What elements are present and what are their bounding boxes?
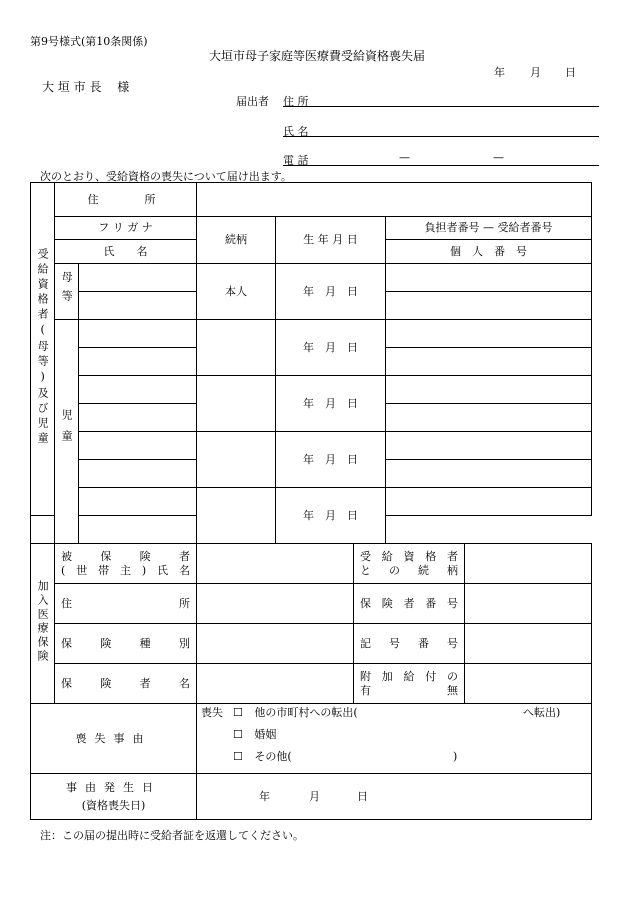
child2-furigana-field[interactable]	[79, 376, 197, 404]
intro-text: 次のとおり、受給資格の喪失について届け出ます。	[40, 170, 292, 183]
name-label: 氏 名	[55, 240, 197, 264]
insured-name-label-line2: (世帯主)氏名	[61, 563, 190, 577]
child4-name-field[interactable]	[31, 516, 55, 544]
option-marriage-label: 婚姻	[254, 728, 277, 741]
mother-burden-number-field[interactable]	[386, 264, 592, 292]
child3-burden-number-field[interactable]	[386, 432, 592, 460]
relation-to-recipient-field[interactable]	[465, 544, 592, 584]
insured-name-label	[55, 544, 197, 584]
occurrence-date-field[interactable]	[197, 774, 592, 820]
additional-benefit-label	[354, 664, 465, 704]
insured-name-field[interactable]	[197, 544, 354, 584]
applicant-phone-line[interactable]	[283, 165, 599, 166]
option-other-row[interactable]	[233, 750, 292, 763]
insurer-name-label: 保険者名	[55, 664, 197, 704]
checkbox-icon[interactable]: ☐	[233, 728, 243, 741]
applicant-label: 届出者	[236, 95, 269, 108]
occurrence-date-label	[31, 774, 197, 820]
footer-note: 注：この届の提出時に受給者証を返還してください。	[40, 829, 304, 842]
applicant-address-line[interactable]	[283, 106, 599, 107]
child2-burden-number-field[interactable]	[386, 376, 592, 404]
child-label: 児童	[55, 320, 79, 544]
option-other-label: その他(	[254, 750, 292, 763]
child1-relation-field[interactable]	[197, 320, 276, 376]
date-month-label: 月	[530, 66, 541, 79]
symbol-number-label: 記号番号	[354, 624, 465, 664]
date-year-label: 年	[494, 66, 505, 79]
child1-name-field[interactable]	[79, 348, 197, 376]
child2-relation-field[interactable]	[197, 376, 276, 432]
child2-personal-number-field[interactable]	[386, 404, 592, 432]
mother-label: 母等	[55, 264, 79, 320]
insurance-address-label: 住 所	[55, 584, 197, 624]
child1-personal-number-field[interactable]	[386, 348, 592, 376]
additional-benefit-line2: 有 無	[360, 683, 458, 697]
child4-personal-number-field[interactable]	[79, 516, 235, 544]
relation-to-recipient-line2: との続柄	[360, 563, 458, 577]
insurance-address-field[interactable]	[197, 584, 354, 624]
additional-benefit-line1: 附加給付の	[360, 670, 458, 684]
loss-reason-options	[197, 704, 592, 774]
insurer-number-field[interactable]	[465, 584, 592, 624]
checkbox-icon[interactable]: ☐	[233, 750, 243, 763]
phone-separator-1: —	[399, 151, 410, 164]
child3-birthdate: 年 月 日	[276, 432, 386, 488]
applicant-address-label: 住 所	[283, 95, 309, 108]
child1-birthdate: 年 月 日	[276, 320, 386, 376]
insurance-type-label: 保険種別	[55, 624, 197, 664]
relation-to-recipient-line1: 受給資格者	[360, 550, 458, 564]
date-day-label: 日	[565, 66, 576, 79]
child4-furigana-field[interactable]	[79, 488, 197, 516]
option-marriage-row[interactable]	[233, 728, 276, 741]
insurance-type-field[interactable]	[197, 624, 354, 664]
section-recipient-header: 受給資格者(母等)及び児童	[31, 183, 55, 516]
child1-furigana-field[interactable]	[79, 320, 197, 348]
furigana-label: フ リ ガ ナ	[55, 217, 197, 240]
occurrence-month-label: 月	[309, 790, 320, 803]
child4-birthdate: 年 月 日	[276, 488, 386, 544]
recipient-address-field[interactable]	[197, 183, 592, 217]
section-insurance-header: 加入医療保険	[31, 544, 55, 704]
phone-separator-2: —	[493, 151, 504, 164]
option-other-end: )	[453, 750, 458, 763]
child3-name-field[interactable]	[79, 460, 197, 488]
mother-relation-self: 本人	[197, 264, 276, 320]
insurer-number-label: 保険者番号	[354, 584, 465, 624]
child1-burden-number-field[interactable]	[386, 320, 592, 348]
additional-benefit-field[interactable]	[465, 664, 592, 704]
option-move-label: 他の市町村への転出(	[254, 706, 358, 719]
occurrence-day-label: 日	[357, 790, 368, 803]
symbol-number-field[interactable]	[465, 624, 592, 664]
loss-label: 喪失	[201, 706, 223, 719]
loss-reason-label: 喪失事由	[31, 704, 197, 774]
relation-to-recipient-label	[354, 544, 465, 584]
mother-furigana-field[interactable]	[79, 264, 197, 292]
addressee: 大 垣 市 長 様	[42, 80, 130, 94]
birthdate-label: 生 年 月 日	[276, 217, 386, 264]
burden-number-label: 負担者番号 — 受給者番号	[386, 217, 592, 240]
checkbox-icon[interactable]: ☐	[233, 706, 243, 719]
child3-furigana-field[interactable]	[79, 432, 197, 460]
form-number: 第9号様式(第10条関係)	[30, 35, 148, 48]
applicant-phone-label: 電 話	[283, 154, 309, 167]
form-table	[30, 182, 592, 820]
child2-name-field[interactable]	[79, 404, 197, 432]
form-title: 大垣市母子家庭等医療費受給資格喪失届	[209, 49, 426, 63]
personal-number-label: 個 人 番 号	[386, 240, 592, 264]
mother-birthdate: 年 月 日	[276, 264, 386, 320]
option-move-end: へ転出)	[523, 706, 561, 719]
option-move-row[interactable]	[233, 706, 358, 719]
mother-name-field[interactable]	[79, 292, 197, 320]
relation-label: 続柄	[197, 217, 276, 264]
child4-burden-number-field[interactable]	[386, 488, 592, 516]
occurrence-year-label: 年	[259, 790, 270, 803]
mother-personal-number-field[interactable]	[386, 292, 592, 320]
recipient-address-label: 住 所	[55, 183, 197, 217]
applicant-name-label: 氏 名	[283, 125, 309, 138]
occurrence-date-line1: 事由発生日	[66, 781, 161, 795]
insured-name-label-line1: 被 保 険 者	[61, 550, 190, 564]
occurrence-date-line2: (資格喪失日)	[81, 798, 146, 812]
child2-birthdate: 年 月 日	[276, 376, 386, 432]
child3-relation-field[interactable]	[197, 432, 276, 488]
insurer-name-field[interactable]	[197, 664, 354, 704]
child3-personal-number-field[interactable]	[386, 460, 592, 488]
applicant-name-line[interactable]	[283, 136, 599, 137]
